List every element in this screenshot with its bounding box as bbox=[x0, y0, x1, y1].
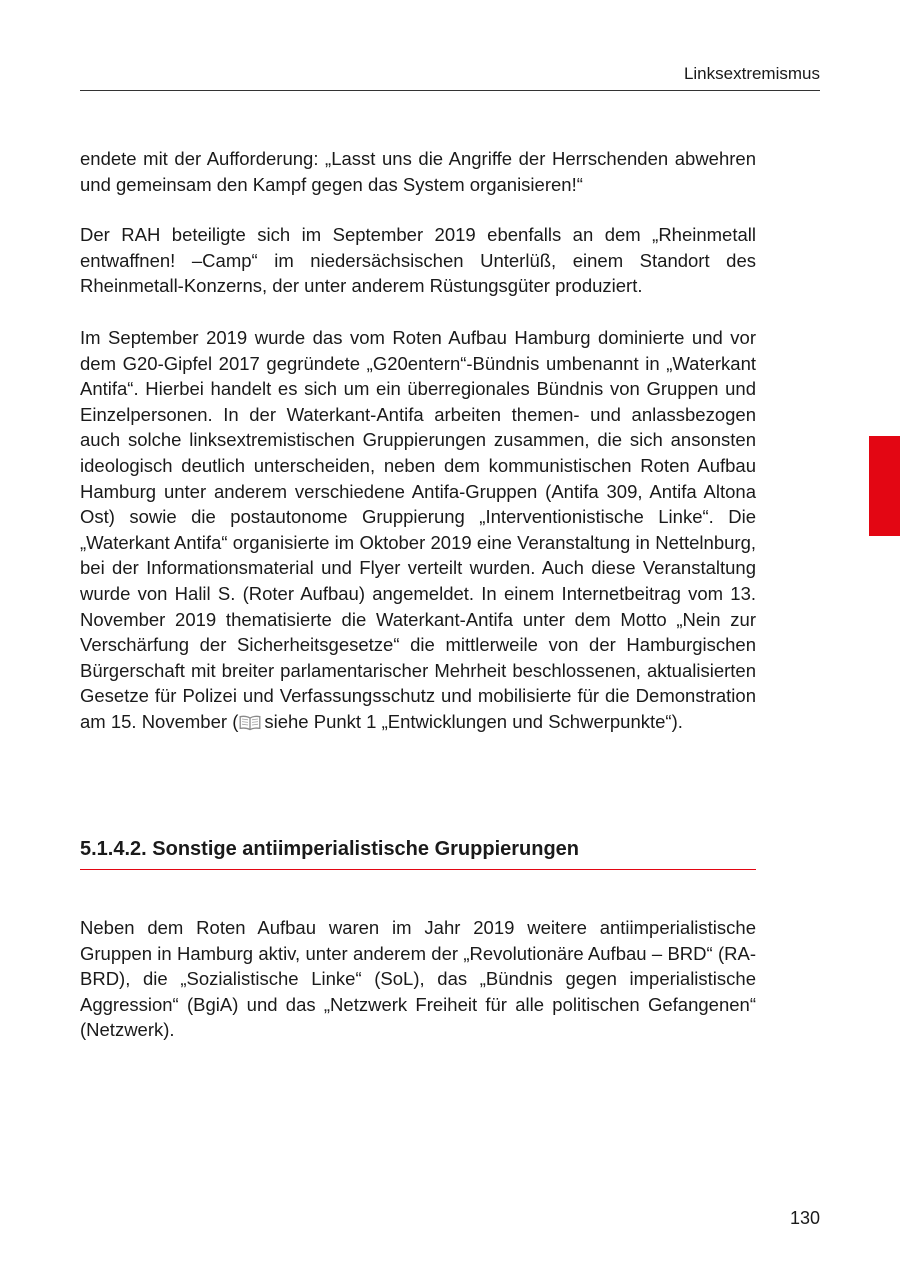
paragraph-1: endete mit der Aufforderung: „Lasst uns die Angriffe der Herrschenden abwehren und gemeinsam den Kampf gegen das System organisieren!“ bbox=[80, 148, 756, 195]
section-heading-rule bbox=[80, 869, 756, 870]
paragraph-3-text: Im September 2019 wurde das vom Roten Aufbau Hamburg dominierte und vor dem G20-Gipfel 2017 gegründete „G20entern“-Bündnis umbenannt in „Waterkant Antifa“. Hierbei handelt es sich um ein überregionales Bündnis von Gruppen und Einzelpersonen. In der Waterkant-Antifa arbeiten themen- und anlassbezogen auch solche linksextremistischen Gruppierungen zusammen, die sich ansonsten ideologisch deutlich unterscheiden, neben dem kommunistischen Roten Aufbau Hamburg unter anderem verschiedene Antifa-Gruppen (Antifa 309, Antifa Altona Ost) sowie die postautonome Gruppierung „Interventionistische Linke“. Die „Waterkant Antifa“ organisierte im Oktober 2019 eine Veranstaltung in Nettelnburg, bei der Informationsmaterial und Flyer verteilt wurden. Auch diese Veranstaltung wurde von Halil S. (Roter Aufbau) angemeldet. In einem Internetbeitrag vom 13. November 2019 thematisierte die Waterkant-Antifa unter dem Motto „Nein zur Verschärfung der Sicherheitsgesetze“ die mittlerweile von der Hamburgischen Bürgerschaft mit breiter parlamentarischer Mehrheit beschlossenen, aktualisierten Gesetze für Polizei und Verfassungsschutz und mobilisierte für die Demonstration am 15. November bbox=[80, 327, 756, 732]
header-rule bbox=[80, 90, 820, 91]
chapter-side-tab bbox=[869, 436, 900, 536]
paragraph-4: Neben dem Roten Aufbau waren im Jahr 2019 weitere antiimperialistische Gruppen in Hamburg aktiv, unter anderem der „Revolutionäre Aufbau – BRD“ (RA-BRD), die „Sozialistische Linke“ (SoL), das „Bündnis gegen imperialistische Aggression“ (BgiA) und das „Netzwerk Freiheit für alle politischen Gefangenen“ (Netzwerk). bbox=[80, 917, 756, 1041]
cross-reference-link[interactable]: siehe Punkt 1 „Entwicklungen und Schwerpunkte“). bbox=[264, 710, 683, 732]
section-heading: 5.1.4.2. Sonstige antiimperialistische Gruppierungen bbox=[80, 838, 580, 860]
open-book-icon bbox=[239, 712, 261, 738]
running-head-title: Linksextremismus bbox=[683, 64, 820, 83]
paragraph-3 bbox=[80, 325, 756, 738]
page-number: 130 bbox=[789, 1208, 820, 1228]
reference-open-paren: ( bbox=[232, 710, 239, 732]
paragraph-2: Der RAH beteiligte sich im September 2019 ebenfalls an dem „Rheinmetall entwaffnen! –Camp“ im niedersächsischen Unterlüß, einem Standort des Rheinmetall-Konzerns, der unter anderem Rüstungsgüter produziert. bbox=[80, 224, 756, 297]
